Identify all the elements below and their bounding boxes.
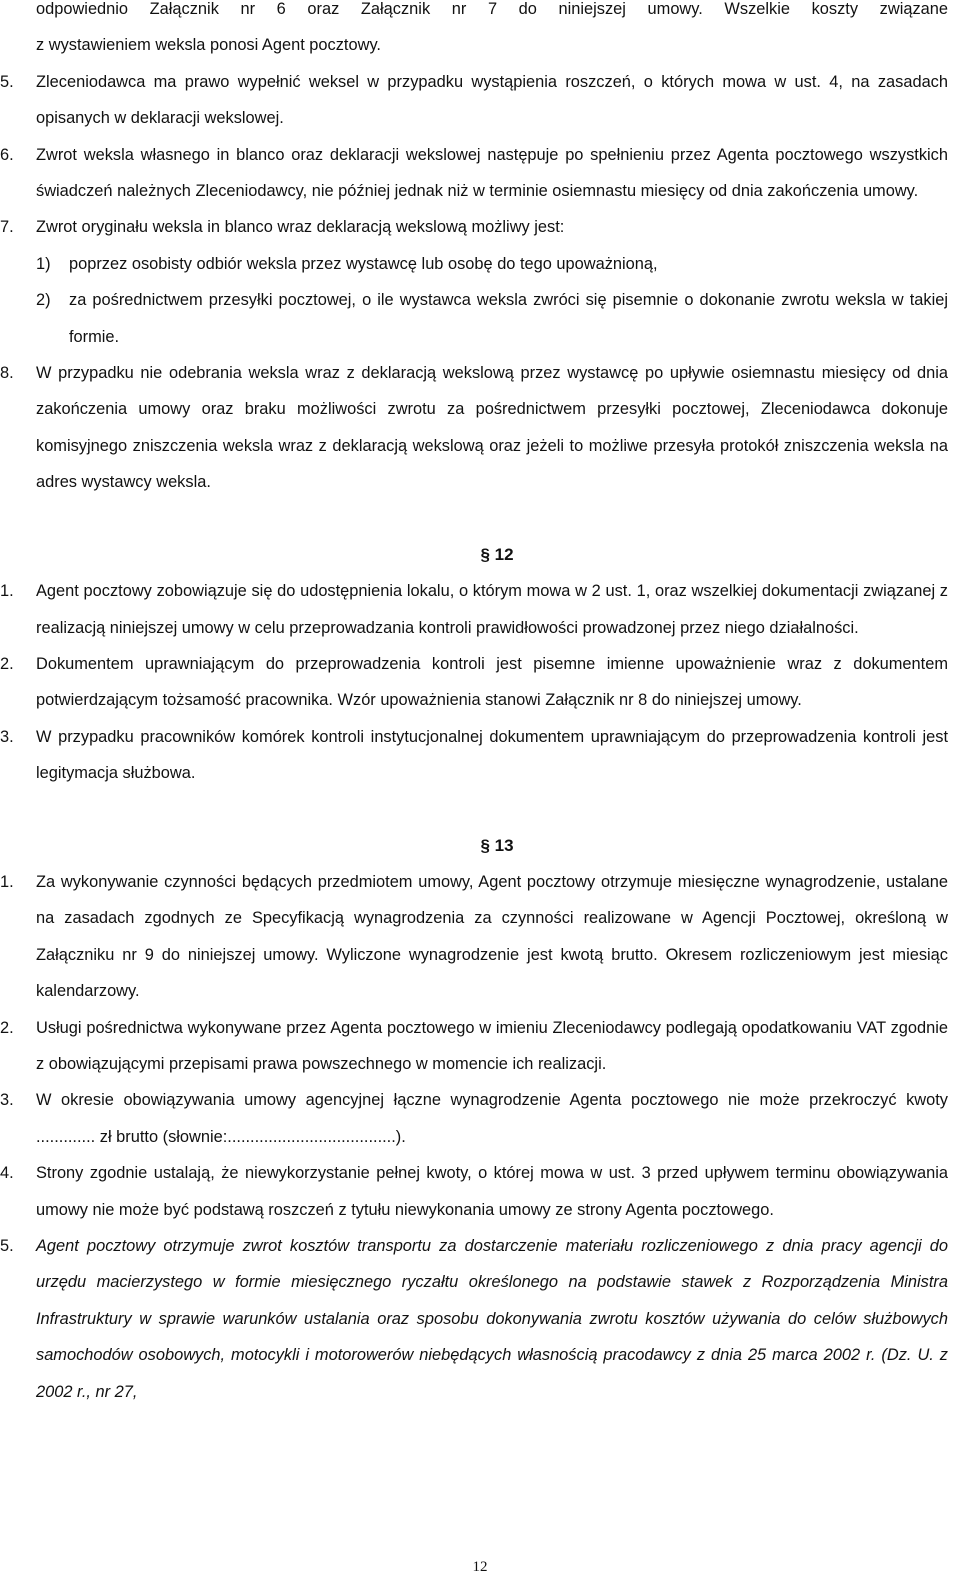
section-heading-12: § 12 bbox=[480, 544, 514, 564]
item-text: Strony zgodnie ustalają, że niewykorzystanie pełnej kwoty, o której mowa w ust. 3 przed upływem terminu obowiązywania umowy nie może być podstawą roszczeń z tytułu niewykonania umowy ze strony Agenta pocztowego. bbox=[36, 1164, 948, 1219]
item-text: W przypadku pracowników komórek kontroli instytucjonalnej dokumentem uprawniającym do przeprowadzenia kontroli jest legitymacja służbowa. bbox=[36, 727, 948, 783]
item-number: 4. bbox=[0, 1164, 14, 1183]
item-text: Zwrot weksla własnego in blanco oraz deklaracji wekslowej następuje po spełnieniu przez Agenta pocztowego wszystkich świadczeń należnych Zleceniodawcy, nie później jednak niż w terminie osiemnastu miesięcy od dnia zakończenia umowy. bbox=[36, 145, 948, 201]
s13-item-1 bbox=[0, 864, 948, 1010]
s12-item-2 bbox=[0, 646, 948, 719]
item-number: 3. bbox=[0, 1091, 14, 1110]
sub-item-number: 2) bbox=[36, 291, 51, 310]
s12-item-3 bbox=[0, 719, 948, 792]
list-item-5 bbox=[0, 64, 948, 137]
list-item-7 bbox=[0, 209, 948, 245]
item-number: 1. bbox=[0, 582, 14, 601]
sub-item-number: 1) bbox=[36, 254, 51, 273]
item-number: 3. bbox=[0, 727, 14, 746]
paragraph-continuation-line2: z wystawieniem weksla ponosi Agent pocztowy. bbox=[36, 36, 381, 55]
item-text: Zleceniodawca ma prawo wypełnić weksel w przypadku wystąpienia roszczeń, o których mowa w ust. 4, na zasadach opisanych w deklaracji wekslowej. bbox=[36, 72, 948, 128]
sub-item-2 bbox=[0, 282, 948, 355]
item-number: 2. bbox=[0, 654, 14, 673]
section-heading-13: § 13 bbox=[480, 835, 514, 855]
item-number: 5. bbox=[0, 1237, 14, 1255]
item-number: 2. bbox=[0, 1018, 14, 1037]
item-text: W przypadku nie odebrania weksla wraz z deklaracją wekslową przez wystawcę po upływie osiemnastu miesięcy od dnia zakończenia umowy oraz braku możliwości zwrotu za pośrednictwem przesyłki pocztowej, Zleceniodawca dokonuje komisyjnego zniszczenia weksla wraz z deklaracją wekslową oraz jeżeli to możliwe przesyła protokół zniszczenia weksla na adres wystawcy weksla. bbox=[36, 364, 948, 492]
list-item-8 bbox=[0, 355, 948, 501]
s12-item-1 bbox=[0, 573, 948, 646]
item-number: 7. bbox=[0, 218, 14, 237]
s13-item-5 bbox=[0, 1228, 948, 1410]
paragraph-continuation-line1: odpowiednio Załącznik nr 6 oraz Załącznik nr 7 do niniejszej umowy. Wszelkie koszty związane bbox=[36, 0, 948, 18]
item-number: 6. bbox=[0, 145, 14, 164]
item-text: W okresie obowiązywania umowy agencyjnej łączne wynagrodzenie Agenta pocztowego nie może przekroczyć kwoty ............. zł brutto (słownie:.....................................). bbox=[36, 1091, 948, 1146]
item-number: 1. bbox=[0, 872, 14, 891]
item-number: 5. bbox=[0, 72, 14, 91]
sub-item-1 bbox=[0, 246, 948, 282]
s13-item-3 bbox=[0, 1082, 948, 1155]
sub-item-text: za pośrednictwem przesyłki pocztowej, o ile wystawca weksla zwróci się pisemnie o dokonanie zwrotu weksla w takiej formie. bbox=[69, 291, 948, 346]
sub-item-text: poprzez osobisty odbiór weksla przez wystawcę lub osobę do tego upoważnioną, bbox=[69, 254, 658, 273]
spacer bbox=[36, 501, 948, 537]
s13-item-2 bbox=[0, 1010, 948, 1083]
spacer bbox=[36, 792, 948, 828]
page-number: 12 bbox=[472, 1559, 488, 1575]
item-text: Agent pocztowy otrzymuje zwrot kosztów transportu za dostarczenie materiału rozliczeniowego z dnia pracy agencji do urzędu macierzystego w formie miesięcznego ryczałtu określonego na podstawie stawek z Rozporządzenia Ministra Infrastruktury w sprawie warunków ustalania oraz sposobu dokonywania zwrotu kosztów używania do celów służbowych samochodów osobowych, motocykli i motorowerów niebędących własnością pracodawcy z dnia 25 marca 2002 r. (Dz. U. z 2002 r., nr 27, bbox=[36, 1237, 948, 1401]
item-text: Agent pocztowy zobowiązuje się do udostępnienia lokalu, o którym mowa w 2 ust. 1, oraz wszelkiej dokumentacji związanej z realizacją niniejszej umowy w celu przeprowadzania kontroli prawidłowości prowadzonej przez niego działalności. bbox=[36, 582, 948, 637]
item-text: Za wykonywanie czynności będących przedmiotem umowy, Agent pocztowy otrzymuje miesięczne wynagrodzenie, ustalane na zasadach zgodnych ze Specyfikacją wynagrodzenia za czynności realizowane w Agencji Pocztowej, określoną w Załączniku nr 9 do niniejszej umowy. Wyliczone wynagrodzenie jest kwotą brutto. Okresem rozliczeniowym jest miesiąc kalendarzowy. bbox=[36, 872, 948, 1001]
s13-item-4 bbox=[0, 1155, 948, 1228]
item-text: Dokumentem uprawniającym do przeprowadzenia kontroli jest pisemne imienne upoważnienie wraz z dokumentem potwierdzającym tożsamość pracownika. Wzór upoważnienia stanowi Załącznik nr 8 do niniejszej umowy. bbox=[36, 654, 948, 710]
item-number: 8. bbox=[0, 364, 14, 383]
item-text: Zwrot oryginału weksla in blanco wraz deklaracją wekslową możliwy jest: bbox=[36, 218, 565, 237]
list-item-6 bbox=[0, 137, 948, 210]
item-text: Usługi pośrednictwa wykonywane przez Agenta pocztowego w imieniu Zleceniodawcy podlegają opodatkowaniu VAT zgodnie z obowiązującymi przepisami prawa powszechnego w momencie ich realizacji. bbox=[36, 1018, 948, 1073]
